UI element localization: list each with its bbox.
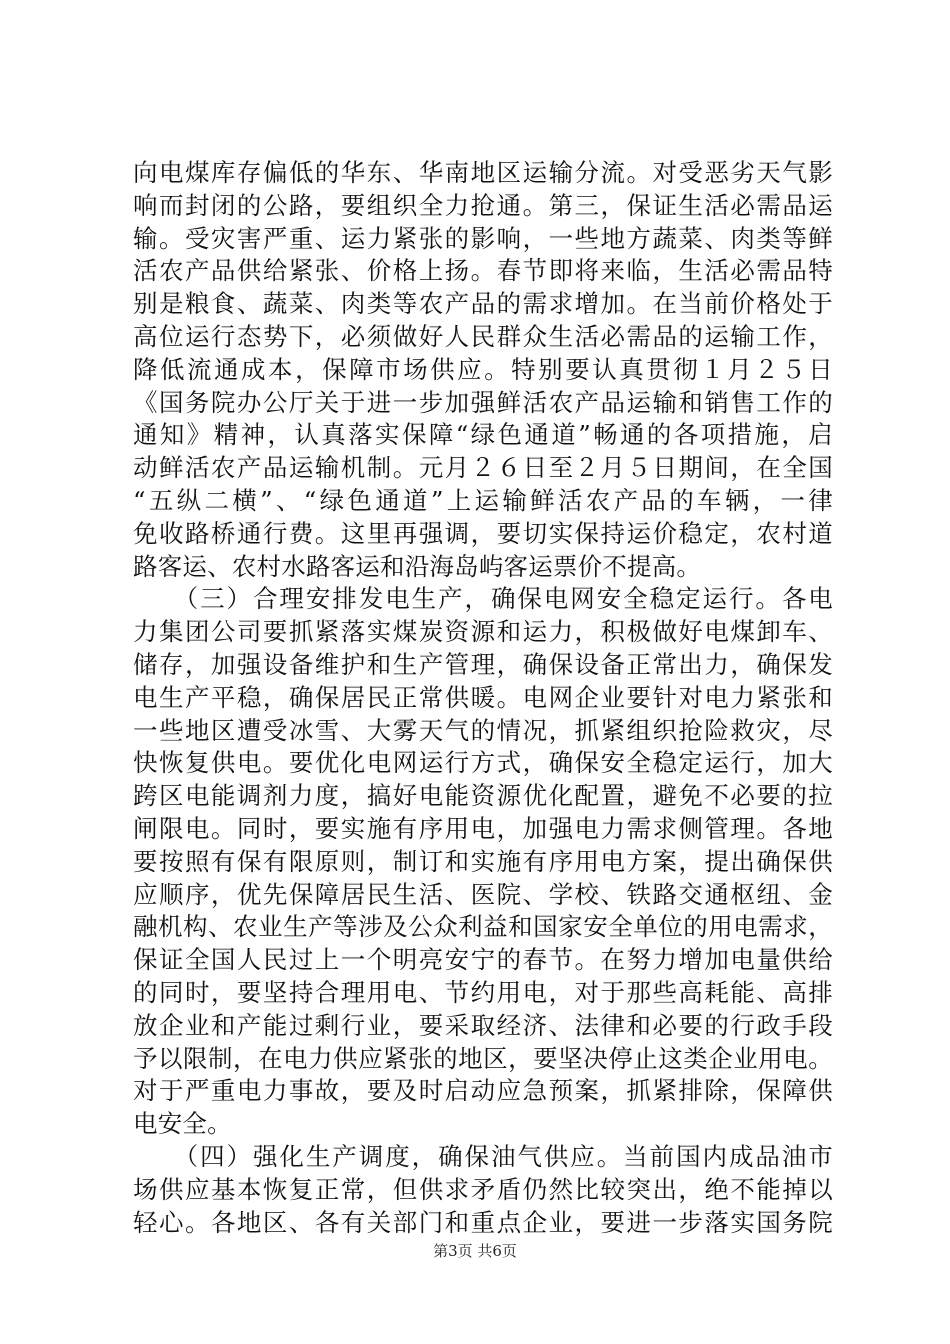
page-footer [0, 1240, 950, 1261]
text-line: 融机构、农业生产等涉及公众利益和国家安全单位的用电需求， [133, 912, 833, 942]
text-line: 响而封闭的公路，要组织全力抢通。第三，保证生活必需品运 [133, 190, 833, 220]
body-text [133, 157, 833, 1239]
text-line: 《国务院办公厅关于进一步加强鲜活农产品运输和销售工作的 [133, 387, 833, 417]
page-number: 第3页 共6页 [433, 1242, 517, 1260]
text-line: 保证全国人民过上一个明亮安宁的春节。在努力增加电量供给 [133, 945, 833, 975]
text-line: 通知》精神，认真落实保障“绿色通道”畅通的各项措施，启 [133, 420, 833, 450]
text-line: 场供应基本恢复正常，但供求矛盾仍然比较突出，绝不能掉以 [133, 1174, 833, 1204]
text-line: 免收路桥通行费。这里再强调，要切实保持运价稳定，农村道 [133, 518, 833, 548]
text-line: “五纵二横”、“绿色通道”上运输鲜活农产品的车辆，一律 [133, 485, 833, 515]
text-line: 电生产平稳，确保居民正常供暖。电网企业要针对电力紧张和 [133, 682, 833, 712]
text-line: 一些地区遭受冰雪、大雾天气的情况，抓紧组织抢险救灾，尽 [133, 715, 833, 745]
text-line: 输。受灾害严重、运力紧张的影响，一些地方蔬菜、肉类等鲜 [133, 223, 833, 253]
text-line: 对于严重电力事故，要及时启动应急预案，抓紧排除，保障供 [133, 1076, 833, 1106]
text-line: 跨区电能调剂力度，搞好电能资源优化配置，避免不必要的拉 [133, 781, 833, 811]
text-line: 储存，加强设备维护和生产管理，确保设备正常出力，确保发 [133, 649, 833, 679]
text-line: 电安全。 [133, 1109, 232, 1139]
text-line: 向电煤库存偏低的华东、华南地区运输分流。对受恶劣天气影 [133, 158, 833, 187]
text-line: 别是粮食、蔬菜、肉类等农产品的需求增加。在当前价格处于 [133, 289, 833, 319]
text-line: 闸限电。同时，要实施有序用电，加强电力需求侧管理。各地 [133, 813, 833, 843]
text-line: 力集团公司要抓紧落实煤炭资源和运力，积极做好电煤卸车、 [133, 617, 833, 647]
text-line: 放企业和产能过剩行业，要采取经济、法律和必要的行政手段 [133, 1010, 833, 1040]
text-line: 予以限制，在电力供应紧张的地区，要坚决停止这类企业用电。 [133, 1043, 833, 1073]
text-line: 降低流通成本，保障市场供应。特别要认真贯彻１月２５日 [133, 354, 833, 384]
text-line: 快恢复供电。要优化电网运行方式，确保安全稳定运行，加大 [133, 748, 833, 778]
text-line: 的同时，要坚持合理用电、节约用电，对于那些高耗能、高排 [133, 977, 833, 1007]
text-line: 活农产品供给紧张、价格上扬。春节即将来临，生活必需品特 [133, 256, 833, 286]
paragraph-heading-line: （三）合理安排发电生产，确保电网安全稳定运行。各电 [133, 584, 833, 614]
text-line: 路客运、农村水路客运和沿海岛屿客运票价不提高。 [133, 551, 702, 581]
text-line: 要按照有保有限原则，制订和实施有序用电方案，提出确保供 [133, 846, 833, 876]
text-line: 应顺序，优先保障居民生活、医院、学校、铁路交通枢纽、金 [133, 879, 833, 909]
paragraph-heading-line: （四）强化生产调度，确保油气供应。当前国内成品油市 [133, 1141, 833, 1171]
text-line: 轻心。各地区、各有关部门和重点企业，要进一步落实国务院 [133, 1207, 833, 1237]
text-line: 动鲜活农产品运输机制。元月２６日至２月５日期间，在全国 [133, 453, 833, 483]
text-line: 高位运行态势下，必须做好人民群众生活必需品的运输工作， [133, 321, 833, 351]
